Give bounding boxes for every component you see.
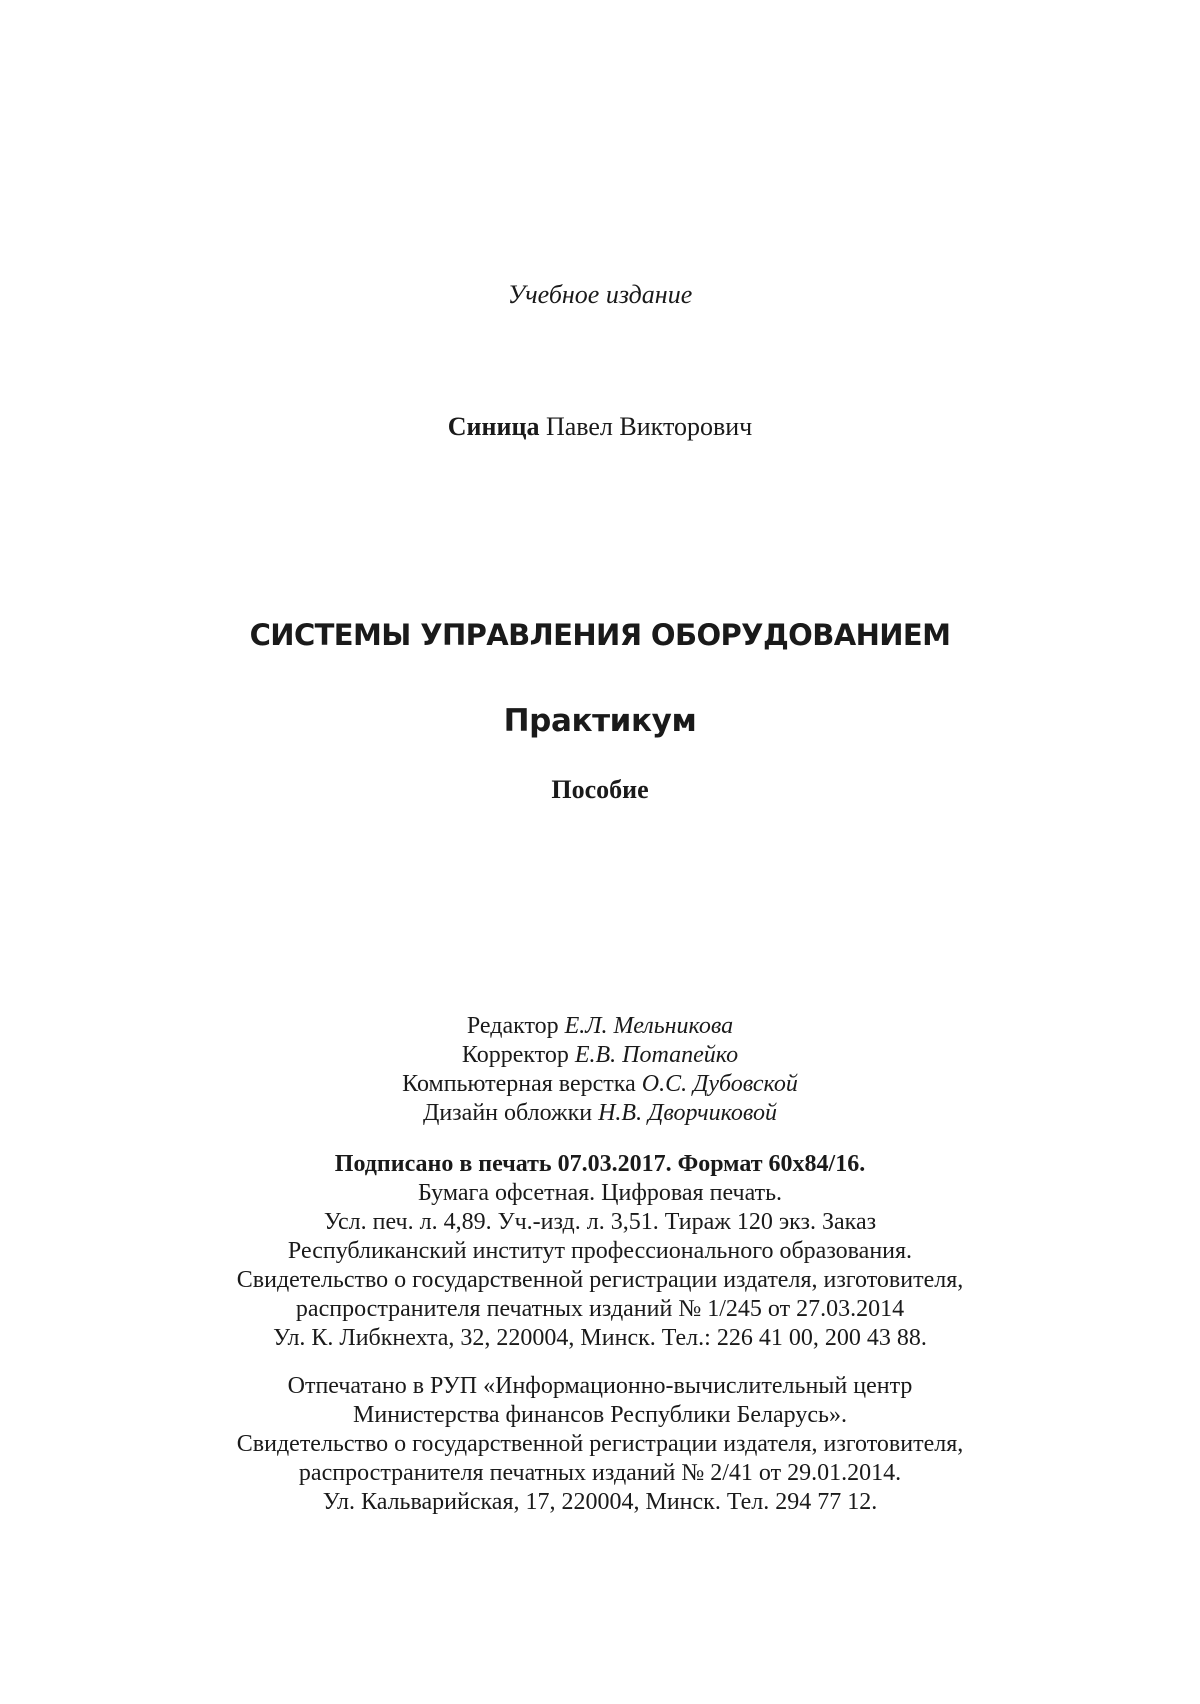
printing-details xyxy=(0,1150,1200,1353)
staff-credits xyxy=(0,1012,1200,1128)
book-subtitle: Практикум xyxy=(503,703,697,739)
printer-line: распространителя печатных изданий № 2/41 от 29.01.2014. xyxy=(298,1460,902,1486)
edition-type: Учебное издание xyxy=(507,280,693,309)
staff-role: Компьютерная верстка xyxy=(402,1071,636,1097)
printing-line: Ул. К. Либкнехта, 32, 220004, Минск. Тел.: 226 41 00, 200 43 88. xyxy=(273,1325,927,1351)
staff-row-editor xyxy=(0,1012,1200,1041)
staff-person: Е.В. Потапейко xyxy=(574,1042,739,1068)
staff-row-layout xyxy=(0,1070,1200,1099)
staff-person: Е.Л. Мельникова xyxy=(564,1013,734,1039)
printer-line: Отпечатано в РУП «Информационно-вычислительный центр xyxy=(287,1373,913,1399)
staff-person: Н.В. Дворчиковой xyxy=(598,1100,778,1126)
staff-person: О.С. Дубовской xyxy=(641,1071,798,1097)
author-surname: Синица xyxy=(447,412,540,441)
printing-line: распространителя печатных изданий № 1/245 от 27.03.2014 xyxy=(295,1296,905,1322)
staff-row-cover-design xyxy=(0,1099,1200,1128)
printing-line: Республиканский институт профессионального образования. xyxy=(287,1238,913,1264)
printing-line: Свидетельство о государственной регистрации издателя, изготовителя, xyxy=(236,1267,964,1293)
printing-line: Усл. печ. л. 4,89. Уч.-изд. л. 3,51. Тираж 120 экз. Заказ xyxy=(323,1209,877,1235)
author-given-name: Павел Викторович xyxy=(545,412,753,441)
author-name xyxy=(0,412,1200,442)
printer-details xyxy=(0,1372,1200,1517)
printer-line: Ул. Кальварийская, 17, 220004, Минск. Тел. 294 77 12. xyxy=(322,1489,878,1515)
printing-line: Подписано в печать 07.03.2017. Формат 60х84/16. xyxy=(334,1151,866,1177)
printer-line: Министерства финансов Республики Беларусь». xyxy=(353,1402,847,1428)
staff-row-proofreader xyxy=(0,1041,1200,1070)
publication-kind: Пособие xyxy=(551,775,649,804)
printing-line: Бумага офсетная. Цифровая печать. xyxy=(417,1180,783,1206)
book-title: СИСТЕМЫ УПРАВЛЕНИЯ ОБОРУДОВАНИЕМ xyxy=(249,618,951,652)
staff-role: Дизайн обложки xyxy=(422,1100,593,1126)
staff-role: Корректор xyxy=(461,1042,569,1068)
printer-line: Свидетельство о государственной регистрации издателя, изготовителя, xyxy=(236,1431,964,1457)
staff-role: Редактор xyxy=(466,1013,559,1039)
